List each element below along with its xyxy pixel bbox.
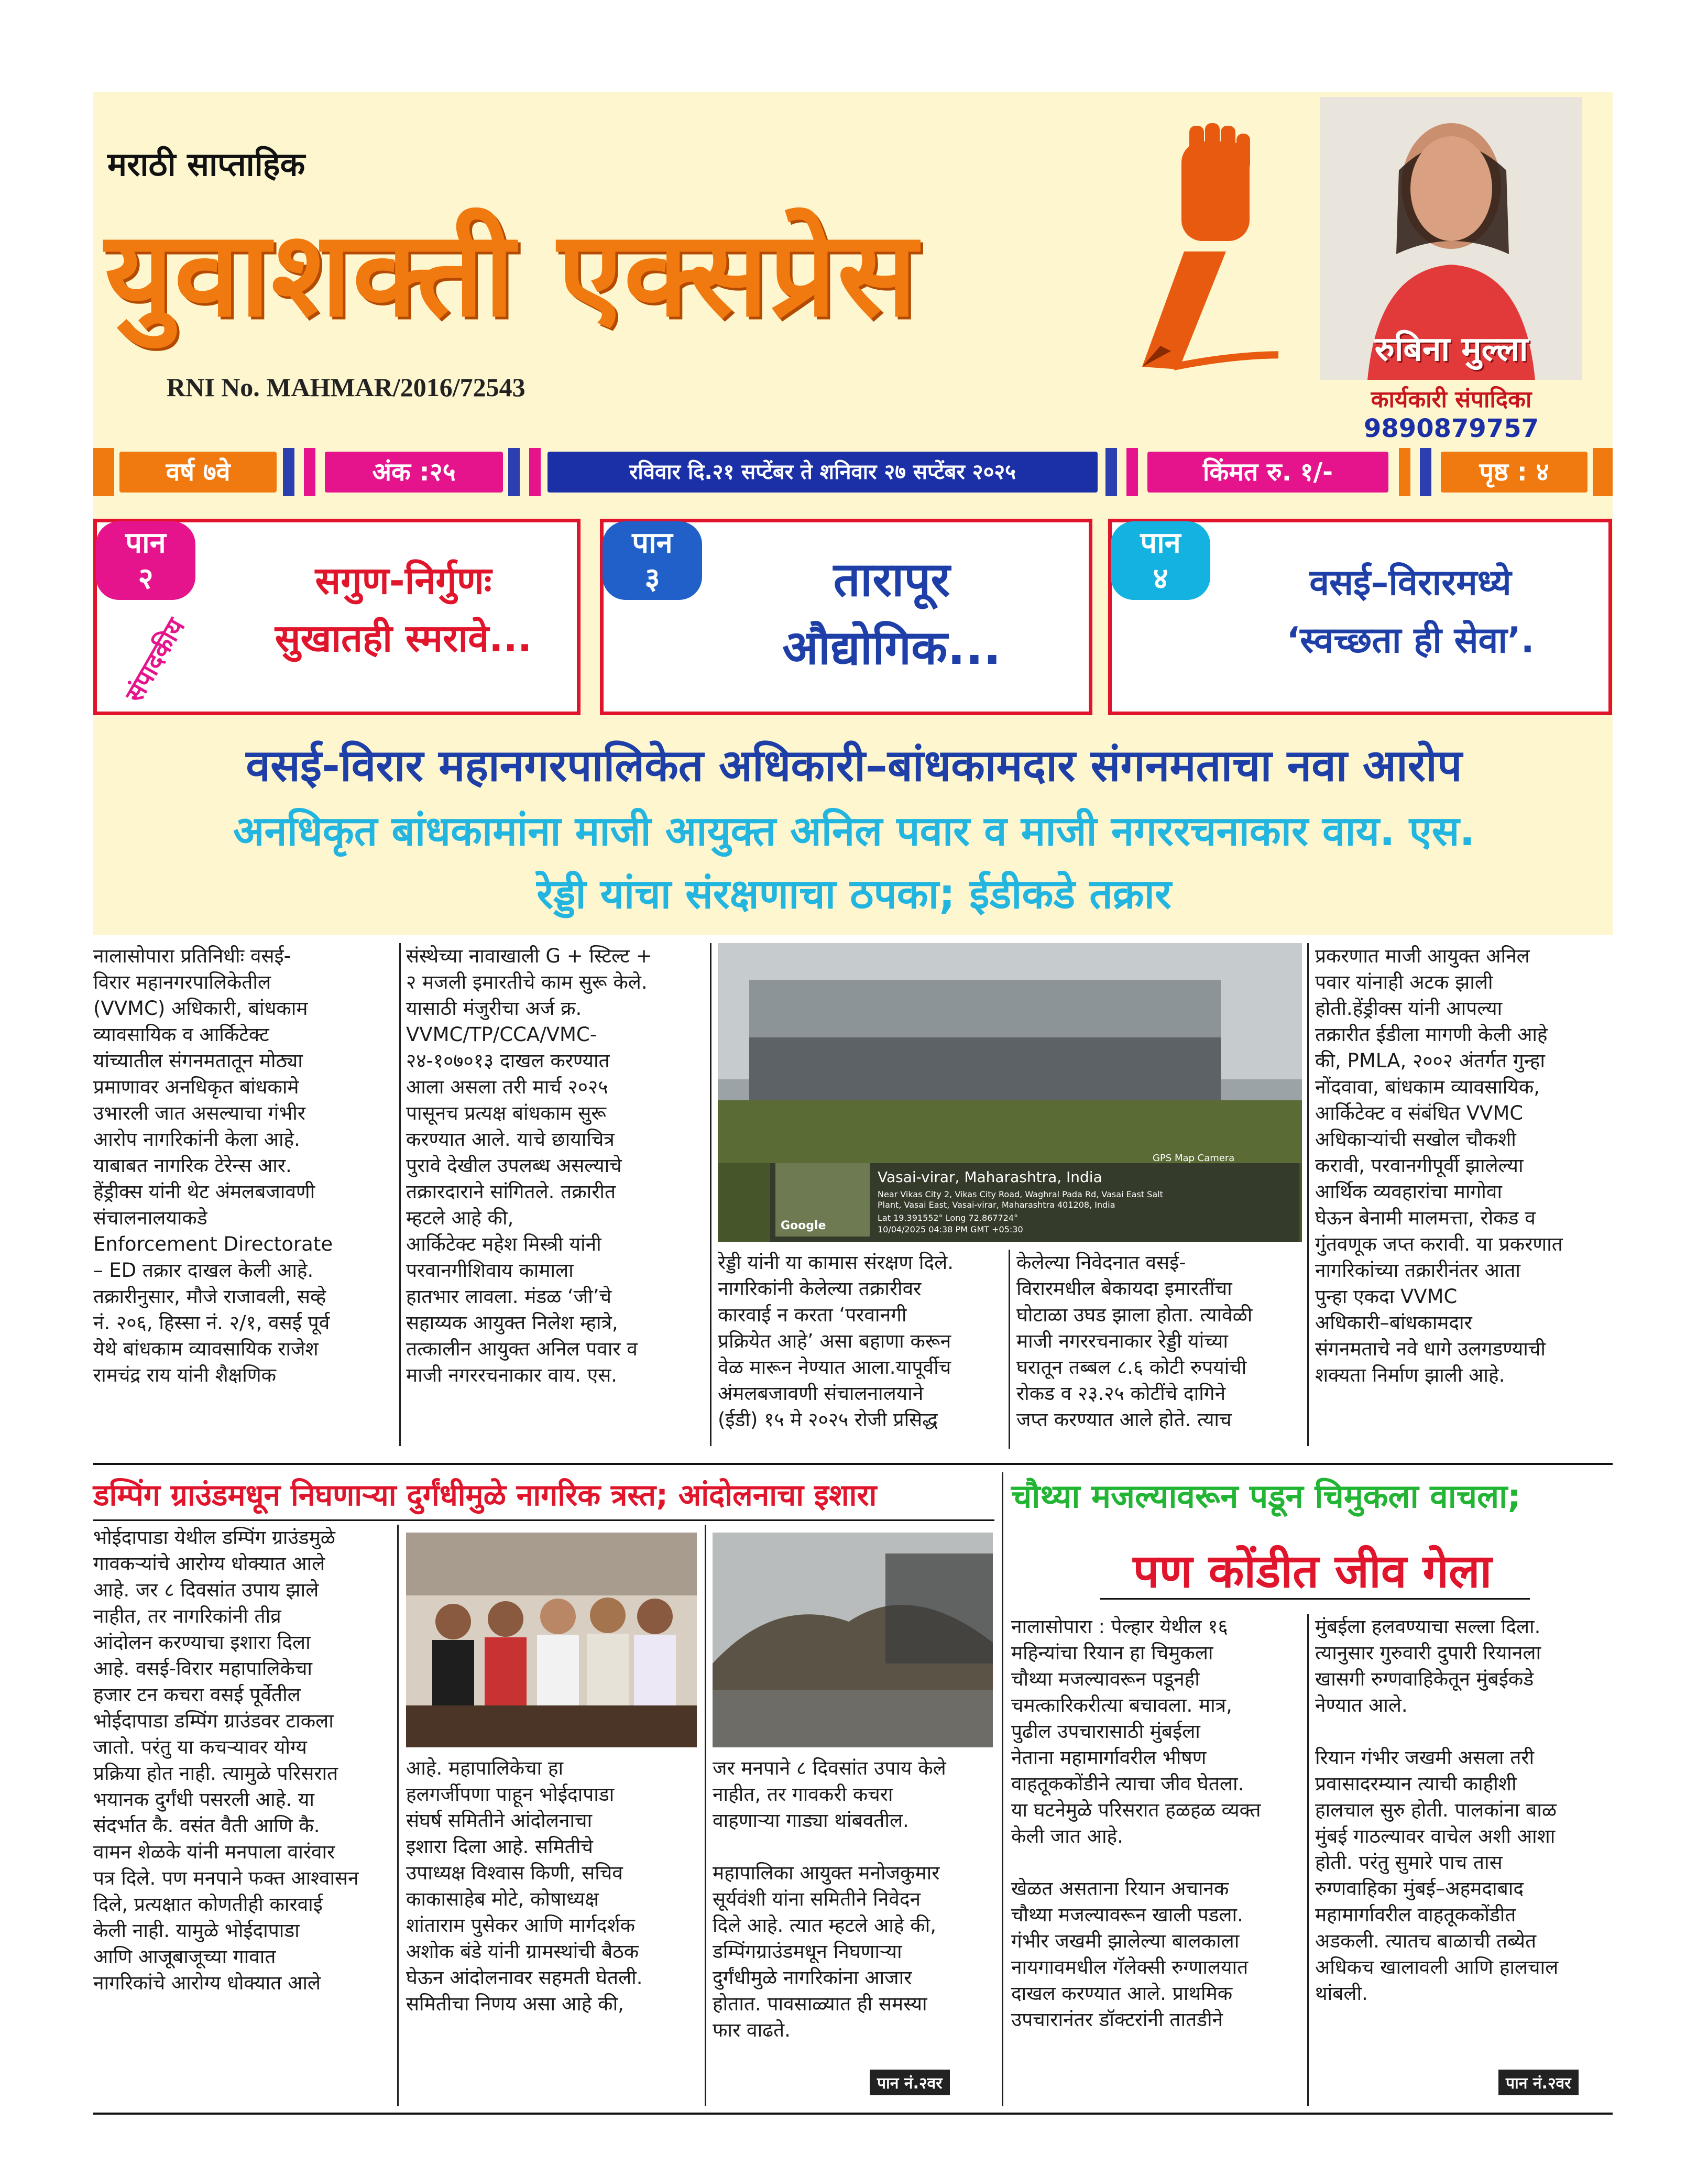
rni-number: RNI No. MAHMAR/2016/72543 [167,373,525,402]
price-badge: किंमत रु. १/- [1147,452,1388,493]
column-divider [1009,1250,1010,1449]
editor-phone: 9890879757 [1364,414,1539,443]
child-col-1 [1011,1614,1299,2033]
article-line: २४-१०७०१३ दाखल करण्यात [406,1049,610,1072]
article-line: संगनमताचे नवे धागे उलगडण्याची [1315,1338,1546,1360]
article-line: अडकली. त्यातच बाळाची तब्येत [1315,1930,1537,1952]
article-line: रोकड व २३.२५ कोटींचे दागिने [1016,1382,1226,1405]
article-line: पुढील उपचारासाठी मुंबईला [1011,1720,1200,1743]
article-line: येथे बांधकाम व्यावसायिक राजेश [93,1338,319,1360]
article-line: तत्कालीन आयुक्त अनिल पवार व [406,1338,638,1360]
article-line: रुग्णवाहिका मुंबई–अहमदाबाद [1315,1877,1524,1900]
photo-timestamp: 10/04/2025 04:38 PM GMT +05:30 [878,1224,1023,1234]
column-divider [710,943,711,1446]
article-line: नाहीत, तर गावकरी कचरा [713,1783,893,1806]
article-line: अधिकाऱ्यांची सखोल चौकशी [1315,1128,1516,1151]
article-line: आणि आजूबाजूच्या गावात [93,1945,276,1968]
section-vertical-divider [1002,1472,1003,2106]
main-headline: वसई-विरार महानगरपालिकेत अधिकारी–बांधकामदार संगनमताचा नवा आरोप [246,740,1462,791]
article-line: नागरिकांच्या तक्रारीनंतर आता [1315,1259,1520,1282]
article-line: माजी नगररचनाकार वाय. एस. [406,1364,618,1386]
article-line: इशारा दिला आहे. समितीचे [406,1835,593,1858]
teaser-box-page2[interactable] [93,519,581,715]
article-line: आहे. जर ८ दिवसांत उपाय झाले [93,1579,319,1601]
article-line: चमत्कारिकरीत्या बचावला. मात्र, [1011,1694,1232,1716]
article-line: पुरावे देखील उपलब्ध असल्याचे [406,1154,622,1177]
article-line: रेड्डी यांनी या कामास संरक्षण दिले. [718,1251,954,1274]
page-number: ४ [1153,562,1168,596]
article-line: रामचंद्र राय यांनी शैक्षणिक [93,1364,277,1386]
article-line: नालासोपारा : पेल्हार येथील १६ [1011,1615,1228,1638]
article-line: जातो. परंतु या कचऱ्यावर योग्य [93,1736,307,1758]
article-line: तक्रारीत ईडीला मागणी केली आहे [1315,1023,1548,1046]
article-line: करण्यात आले. याचे छायाचित्र [406,1128,615,1151]
page-number: २ [138,562,154,596]
teaser-box-page4[interactable] [1108,519,1612,715]
article-line: आला असला तरी मार्च २०२५ [406,1076,608,1098]
article-line: (VVMC) अधिकारी, बांधकाम [93,997,308,1020]
article-line: जप्त करण्यात आले होते. त्याच [1016,1408,1232,1431]
band-stripe [1399,448,1410,496]
article-line: आंदोलन करण्याचा इशारा दिला [93,1631,311,1654]
article-line: भयानक दुर्गंधी पसरली आहे. या [93,1788,314,1811]
article-line: पुन्हा एकदा VVMC [1315,1285,1458,1308]
article-line: उपाध्यक्ष विश्वास किणी, सचिव [406,1862,623,1884]
editorial-tag: संपादकीय [119,613,191,707]
teaser-line2: औद्योगिक... [782,620,1001,675]
page-word: पान [125,526,166,560]
garbage-dump-image [713,1533,993,1747]
dumping-headline: डम्पिंग ग्राउंडमधून निघणाऱ्या दुर्गंधीमुळे नागरिक त्रस्त; आंदोलनाचा इशारा [93,1478,877,1513]
article-line: हजार टन कचरा वसई पूर्वेतील [93,1683,301,1706]
article-line: नं. २०६, हिस्सा नं. २/१, वसई पूर्व [93,1311,330,1334]
article-line: Enforcement Directorate [93,1233,333,1255]
article-line: आहे. महापालिकेचा हा [406,1757,564,1779]
band-stripe [304,448,315,496]
article-line: त्यानुसार गुरुवारी दुपारी रियानला [1315,1642,1541,1664]
article-line: कारवाई न करता ‘परवानगी [718,1304,907,1326]
article-line: २ मजली इमारतीचे काम सुरू केले. [406,971,648,993]
article-line: काकासाहेब मोटे, कोषाध्यक्ष [406,1888,599,1910]
article-line: प्रक्रिया होत नाही. त्यामुळे परिसरात [93,1762,338,1785]
article-line: उभारली जात असल्याचा गंभीर [93,1102,305,1124]
main-col-2 [406,943,705,1388]
teaser-line2: सुखातही स्मरावे... [275,616,532,660]
article-line: वाहणाऱ्या गाड्या थांबवतील. [713,1809,909,1832]
page-word: पान [632,526,673,560]
article-line: महामार्गावरील वाहतूककोंडीत [1315,1904,1516,1926]
child-page-ref: पान नं.२वर [1498,2070,1579,2095]
article-line: महिन्यांचा रियान हा चिमुकला [1011,1642,1213,1664]
main-col-1 [93,943,392,1388]
page-bubble [96,521,195,600]
teaser-line2: ‘स्वच्छता ही सेवा’. [1286,620,1535,661]
article-line: केलेल्या निवेदनात वसई- [1016,1251,1186,1274]
article-line: आर्किटेक्ट व संबंधित VVMC [1315,1102,1524,1124]
article-line: नाहीत, तर नागरिकांनी तीव्र [93,1605,281,1627]
column-divider [1307,1614,1309,2106]
article-line: रियान गंभीर जखमी असला तरी [1315,1746,1535,1769]
photo-address: Near Vikas City 2, Vikas City Road, Waghral Pada Rd, Vasai East Salt Plant, Vasai East, Vasai-virar, Maharashtra 401208, India [878,1189,1163,1210]
article-line: भोईदापाडा येथील डम्पिंग ग्राउंडमुळे [93,1526,335,1549]
article-line: होतात. पावसाळ्यात ही समस्या [713,1993,927,2015]
photo-coords: Lat 19.391552° Long 72.867724° [878,1213,1019,1223]
newspaper-title: युवाशक्ती एक्सप्रेस [105,206,918,343]
band-stripe [508,448,520,496]
article-line: – ED तक्रार दाखल केली आहे. [93,1259,314,1282]
article-line: नोंदवावा, बांधकाम व्यावसायिक, [1315,1076,1540,1098]
article-line: अंमलबजावणी संचालनालयाने [718,1382,924,1405]
article-line: वाहतूककोंडीने त्याचा जीव घेतला. [1011,1773,1244,1795]
article-line: हेंड्रीक्स यांनी थेट अंमलबजावणी [93,1180,315,1203]
dumpsite-photo [713,1533,993,1747]
article-line: यासाठी मंजुरीचा अर्ज क्र. [406,997,582,1020]
column-divider [399,943,401,1446]
article-line: नागरिकांनी केलेल्या तक्रारीवर [718,1277,922,1300]
band-stripe [93,448,114,496]
meeting-photo [406,1533,697,1747]
dumping-col-1 [93,1525,389,1996]
article-line: हातभार लावला. मंडळ ‘जी’चे [406,1285,612,1308]
main-subhead-2: रेड्डी यांचा संरक्षणाचा ठपका; ईडीकडे तक्रार [537,871,1171,918]
article-line: आरोप नागरिकांनी केला आहे. [93,1128,300,1151]
article-line: वामन शेळके यांनी मनपाला वारंवार [93,1841,335,1863]
article-line: दुर्गंधीमुळे नागरिकांना आजार [713,1966,912,1989]
child-col-2 [1315,1614,1611,2007]
page-word: पान [1140,526,1181,560]
issue-badge: अंक :२५ [325,452,503,493]
article-line: केली जात आहे. [1011,1825,1123,1847]
article-line: मुंबईला हलवण्याचा सल्ला दिला. [1315,1615,1541,1638]
section-divider [93,1463,1613,1465]
article-line: पवार यांनाही अटक झाली [1315,971,1493,993]
teaser-box-page3[interactable] [600,519,1092,715]
article-line: नालासोपारा प्रतिनिधीः वसई- [93,945,291,967]
article-line: प्रक्रियेत आहे’ असा बहाणा करून [718,1330,951,1352]
article-line: म्हटले आहे की, [406,1207,514,1229]
band-stripe [1126,448,1138,496]
article-line: गुंतवणूक जप्त करावी. या प्रकरणात [1315,1233,1563,1255]
article-line: खेळत असताना रियान अचानक [1011,1877,1229,1900]
map-label: Google [781,1219,826,1232]
article-line: आहे. वसई-विरार महापालिकेचा [93,1657,312,1680]
article-line: तक्रारीनुसार, मौजे राजावली, सव्हे [93,1285,326,1308]
dumping-col-2 [406,1755,699,2017]
article-line [1315,1719,1611,1745]
main-col-3 [718,1250,1001,1433]
news-photo [718,943,1302,1242]
article-line: उपचारानंतर डॉक्टरांनी तातडीने [1011,2008,1223,2031]
editor-name: रुबिना मुल्ला [1374,330,1528,369]
article-line: अधिकारी–बांधकामदार [1315,1311,1472,1334]
dumping-col-3 [713,1755,995,2043]
article-line: दिले, प्रत्यक्षात कोणतीही कारवाई [93,1893,323,1916]
article-line: घोटाळा उघड झाला होता. त्यावेळी [1016,1304,1253,1326]
article-line: थांबली. [1315,1982,1368,2005]
article-line: जर मनपाने ८ दिवसांत उपाय केले [713,1757,946,1779]
child-headline-2: पण कोंडीत जीव गेला [1133,1544,1492,1598]
article-line: चौथ्या मजल्यावरून खाली पडला. [1011,1904,1243,1926]
editor-role: कार्यकारी संपादिका [1371,386,1532,413]
article-line: नागरिकांचे आरोग्य धोक्यात आले [93,1972,321,1994]
article-line: अधिकच खालावली आणि हालचाल [1315,1956,1559,1978]
article-line: तक्रारदाराने सांगितले. तक्रारीत [406,1180,616,1203]
article-line: परवानगीशिवाय कामाला [406,1259,574,1282]
article-line: होती.हेंड्रीक्स यांनी आपल्या [1315,997,1503,1020]
gps-map-thumbnail [775,1163,870,1237]
article-line: पत्र दिले. पण मनपाने फक्त आश्वासन [93,1867,359,1889]
fist-pen-icon [1121,121,1278,372]
gps-badge: GPS Map Camera [1153,1153,1235,1164]
article-line: संघर्ष समितीने आंदोलनाचा [406,1809,593,1832]
article-line: घेऊन आंदोलनावर सहमती घेतली. [406,1966,643,1989]
article-line: विरारमधील बेकायदा इमारतींचा [1016,1277,1232,1300]
page-count-badge: पृष्ठ : ४ [1441,452,1587,493]
article-line: शक्यता निर्माण झाली आहे. [1315,1364,1505,1386]
article-line: विरार महानगरपालिकेतील [93,971,271,993]
article-line: (ईडी) १५ मे २०२५ रोजी प्रसिद्ध [718,1408,938,1431]
photo-place: Vasai-virar, Maharashtra, India [878,1168,1102,1186]
article-line: फार वाढते. [713,2019,791,2041]
article-line: दाखल करण्यात आले. प्राथमिक [1011,1982,1233,2005]
teaser-line1: सगुण-निर्गुणः [315,559,492,603]
article-line: समितीचा निणय असा आहे की, [406,1993,624,2015]
headline-underline [93,1519,994,1521]
article-line: याबाबत नागरिक टेरेन्स आर. [93,1154,292,1177]
date-badge: रविवार दि.२१ सप्टेंबर ते शनिवार २७ सप्टेंबर २०२५ [548,452,1098,493]
article-line: व्यावसायिक व आर्किटेक्ट [93,1023,269,1046]
headline-underline [1100,1598,1530,1600]
band-stripe [1105,448,1117,496]
article-line: भोईदापाडा डम्पिंग ग्राउंडवर टाकला [93,1710,334,1732]
column-divider [705,1525,706,2106]
band-stripe [283,448,294,496]
article-line: डम्पिंगग्राउंडमधून निघणाऱ्या [713,1940,902,1963]
band-stripe [1593,448,1613,496]
article-line: महापालिका आयुक्त मनोजकुमार [713,1862,940,1884]
article-line: प्रमाणावर अनधिकृत बांधकामे [93,1076,299,1098]
article-line: हलगर्जीपणा पाहून भोईदापाडा [406,1783,615,1806]
article-line: खासगी रुग्णवाहिकेतून मुंबईकडे [1315,1668,1534,1690]
article-line: यांच्यातील संगनमतातून मोठ्या [93,1049,303,1072]
article-line: अशोक बंडे यांनी ग्रामस्थांची बैठक [406,1940,639,1963]
article-line: प्रवासादरम्यान त्याची काहीशी [1315,1773,1517,1795]
article-line: VVMC/TP/CCA/VMC- [406,1023,597,1046]
article-line: नेताना महामार्गावरील भीषण [1011,1746,1207,1769]
article-line: गावकऱ्यांचे आरोग्य धोक्यात आले [93,1552,325,1575]
article-line: करावी, परवानगीपूर्वी झालेल्या [1315,1154,1524,1177]
article-line: नेण्यात आले. [1315,1694,1408,1716]
article-line: की, PMLA, २००२ अंतर्गत गुन्हा [1315,1049,1545,1072]
teaser-line1: वसई–विरारमध्ये [1309,562,1512,604]
page-bottom-rule [93,2113,1613,2115]
year-badge: वर्ष ७वे [119,452,277,493]
column-divider [1307,943,1309,1446]
article-line: केली नाही. यामुळे भोईदापाडा [93,1919,300,1942]
page-bubble [1111,521,1210,600]
article-line: गंभीर जखमी झालेल्या बालकाला [1011,1930,1240,1952]
article-line: होती. परंतु सुमारे पाच तास [1315,1851,1503,1874]
main-col-4 [1016,1250,1299,1433]
article-line: घरातून तब्बल ८.६ कोटी रुपयांची [1016,1356,1247,1379]
article-line: आर्किटेक्ट महेश मिस्त्री यांनी [406,1233,601,1255]
article-line: सूर्यवंशी यांना समितीने निवेदन [713,1888,921,1910]
article-line: संस्थेच्या नावाखाली G + स्टिल्ट + [406,945,652,967]
article-line: प्रकरणात माजी आयुक्त अनिल [1315,945,1530,967]
article-line: आर्थिक व्यवहारांचा मागोवा [1315,1180,1502,1203]
article-line: संदर्भात कै. वसंत वैती आणि कै. [93,1814,320,1837]
teaser-line1: तारापूर [833,552,950,607]
article-line: सहाय्यक आयुक्त निलेश म्हात्रे, [406,1311,618,1334]
article-line: घेऊन बेनामी मालमत्ता, रोकड व [1315,1207,1536,1229]
child-headline-1: चौथ्या मजल्यावरून पडून चिमुकला वाचला; [1011,1477,1521,1515]
article-line: हालचाल सुरु होती. पालकांना बाळ [1315,1799,1557,1821]
column-divider [397,1525,399,2106]
dumping-page-ref: पान नं.२वर [870,2070,950,2095]
article-line: मुंबई गाठल्यावर वाचेल अशी आशा [1315,1825,1556,1847]
article-line: नायगावमधील गॅलेक्सी रुग्णालयात [1011,1956,1249,1978]
main-subhead-1: अनधिकृत बांधकामांना माजी आयुक्त अनिल पवार व माजी नगररचनाकार वाय. एस. [233,808,1475,855]
weekly-label: मराठी साप्ताहिक [107,145,305,183]
article-line: संचालनालयाकडे [93,1207,207,1229]
main-col-5 [1315,943,1614,1388]
band-stripe [1420,448,1431,496]
page-bubble [603,521,702,600]
article-line [1011,1850,1299,1876]
article-line: दिले आहे. त्यात म्हटले आहे की, [713,1914,936,1937]
article-line: चौथ्या मजल्यावरून पडूनही [1011,1668,1200,1690]
group-photo-image [406,1533,697,1747]
page-number: ३ [644,562,660,596]
article-line: पासूनच प्रत्यक्ष बांधकाम सुरू [406,1102,607,1124]
article-line: वेळ मारून नेण्यात आला.यापूर्वीच [718,1356,951,1379]
article-line: माजी नगररचनाकार रेड्डी यांच्या [1016,1330,1228,1352]
article-line: शांताराम पुसेकर आणि मार्गदर्शक [406,1914,636,1937]
band-stripe [529,448,541,496]
article-line: या घटनेमुळे परिसरात हळहळ व्यक्त [1011,1799,1261,1821]
article-line [713,1834,995,1860]
